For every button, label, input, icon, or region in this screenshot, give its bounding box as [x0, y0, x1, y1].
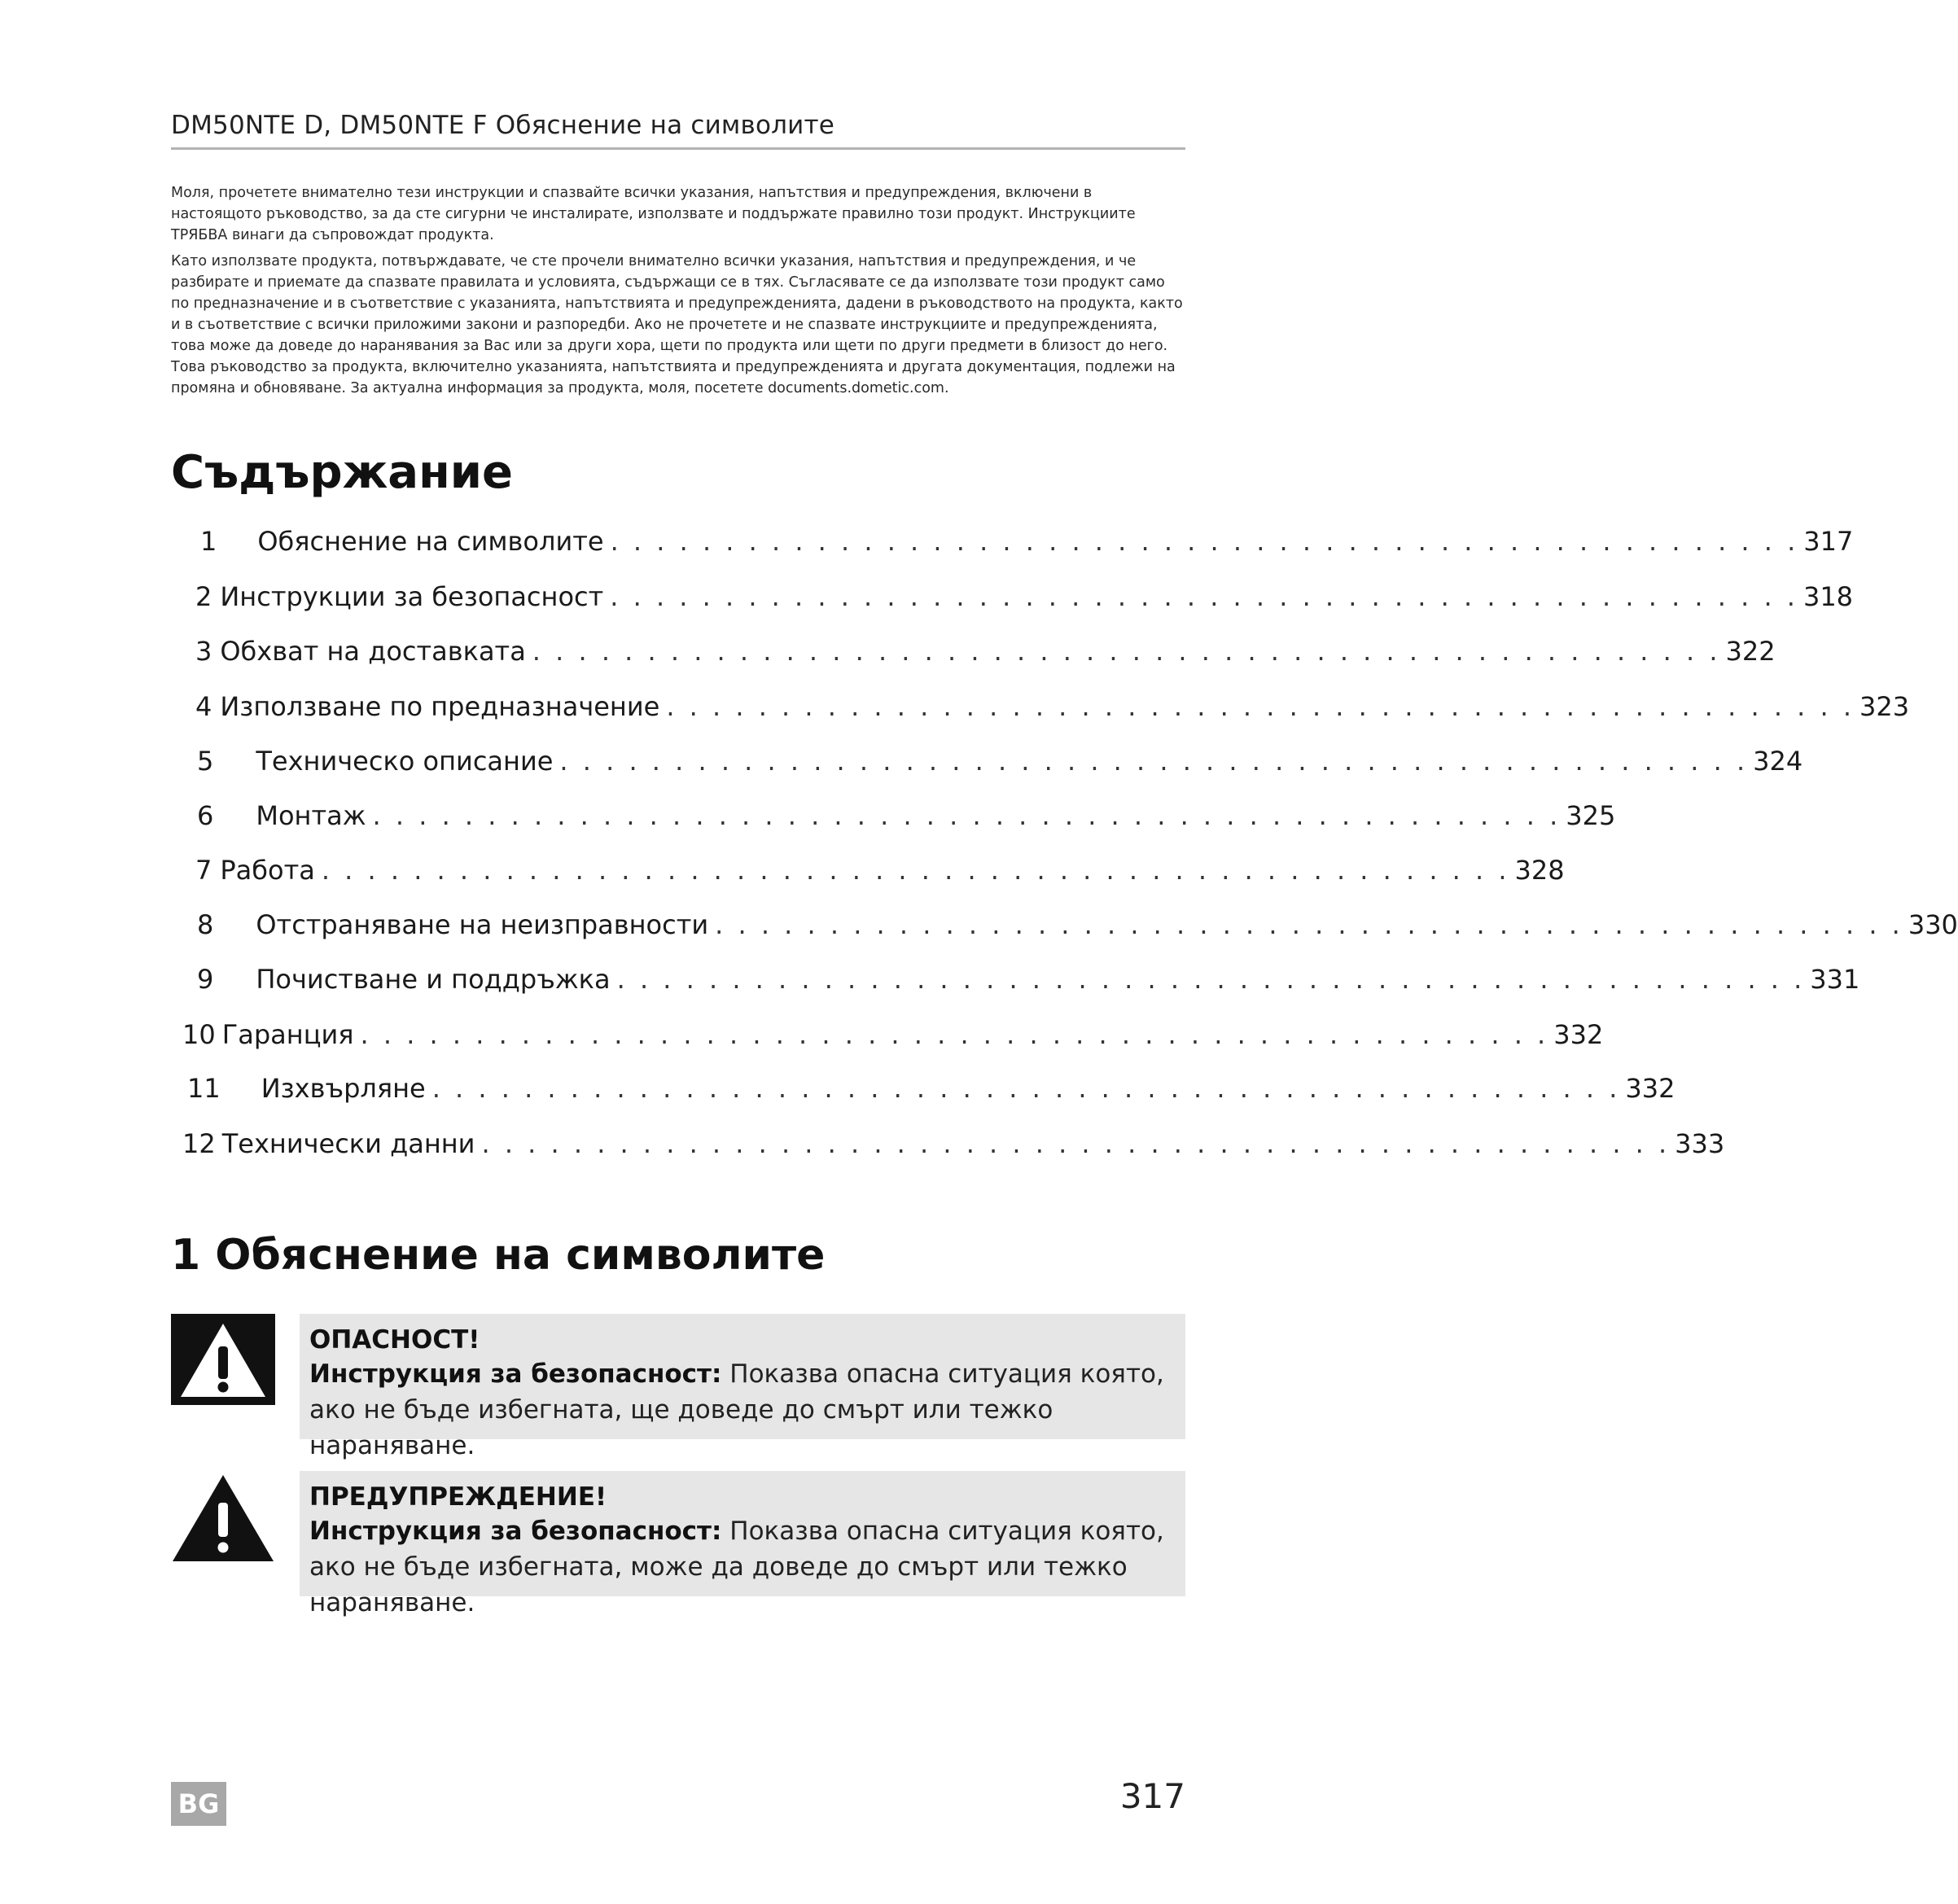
toc-leader-dots: . . . . . . . . . . . . . . . . . . . . . . . . . . . . . . . . . . . . . . . . . . . . . . . . . . . .	[431, 1073, 1621, 1104]
toc-entry[interactable]	[197, 961, 1860, 997]
toc-entry[interactable]	[187, 1070, 1675, 1106]
toc-leader-dots: . . . . . . . . . . . . . . . . . . . . . . . . . . . . . . . . . . . . . . . . . . . . . . . . . . . .	[610, 581, 1798, 612]
intro-paragraph-2	[171, 251, 1185, 399]
toc-entry[interactable]	[195, 633, 1776, 669]
toc-entry-title: Обяснение на символите	[257, 526, 604, 557]
toc-entry[interactable]	[197, 907, 1958, 943]
toc-leader-dots: . . . . . . . . . . . . . . . . . . . . . . . . . . . . . . . . . . . . . . . . . . . . . . . . . . . .	[616, 964, 1806, 995]
toc-entry-number: 5	[197, 746, 214, 777]
intro-text-2: Като използвате продукта, потвърждавате, че сте прочели внимателно всички указания, напътствия и предупреждения, и че разбирате и приемате да спазвате правилата и условията, съдържащи се в тях. Съгласявате се да използвате този продукт само по предназначение и в съответствие с указанията, напътствията и предупрежденията, дадени в ръководството на продукта, както и в съответствие с всички приложими закони и разпоредби. Ако не прочетете и не спазвате инструкциите и предупрежденията, това може да доведе до наранявания за Вас или за други хора, щети по продукта или щети по други предмети в близост до него. Това ръководство за продукта, включително указанията, напътствията и предупрежденията и другата документация, подлежи на промяна и обновяване. За актуална информация за продукта, моля, посетете documents.dometic.com.	[171, 253, 1183, 396]
toc-entry-title: Почистване и поддръжка	[256, 964, 611, 995]
language-badge: BG	[171, 1782, 226, 1826]
toc-entry-number: 2	[195, 581, 212, 612]
toc-entry-number: 3	[195, 636, 212, 667]
danger-lead: Инструкция за безопасност:	[309, 1359, 722, 1389]
toc-entry-page: 324	[1753, 746, 1803, 777]
toc-entry[interactable]	[182, 1017, 1604, 1053]
toc-entry-page: 330	[1908, 909, 1958, 940]
toc-entry-page: 332	[1625, 1073, 1675, 1104]
danger-notice	[300, 1314, 1185, 1460]
toc-entry-title: Обхват на доставката	[220, 636, 526, 667]
toc-entry[interactable]	[182, 1126, 1725, 1162]
warning-notice	[300, 1471, 1185, 1617]
warning-label: ПРЕДУПРЕЖДЕНИЕ!	[309, 1482, 607, 1512]
toc-entry[interactable]	[195, 689, 1910, 724]
section-title: 1 Обяснение на символите	[171, 1231, 826, 1280]
toc-entry-page: 333	[1675, 1128, 1725, 1159]
toc-leader-dots: . . . . . . . . . . . . . . . . . . . . . . . . . . . . . . . . . . . . . . . . . . . . . . . . . . . .	[372, 800, 1562, 831]
toc-entry[interactable]	[195, 579, 1854, 615]
toc-entry-page: 325	[1566, 800, 1616, 831]
toc-leader-dots: . . . . . . . . . . . . . . . . . . . . . . . . . . . . . . . . . . . . . . . . . . . . . . . . . . . .	[481, 1128, 1671, 1159]
toc-leader-dots: . . . . . . . . . . . . . . . . . . . . . . . . . . . . . . . . . . . . . . . . . . . . . . . . . . . .	[321, 855, 1510, 886]
toc-entry-number: 7	[195, 855, 212, 886]
toc-entry-page: 328	[1514, 855, 1565, 886]
toc-entry-page: 323	[1859, 691, 1910, 722]
danger-text	[309, 1356, 1174, 1464]
page-number: 317	[1119, 1776, 1185, 1816]
intro-paragraph-1	[171, 182, 1185, 246]
toc-entry[interactable]	[197, 798, 1616, 834]
toc-entry-page: 322	[1725, 636, 1776, 667]
header-rule	[171, 147, 1185, 150]
toc-leader-dots: . . . . . . . . . . . . . . . . . . . . . . . . . . . . . . . . . . . . . . . . . . . . . . . . . . . .	[559, 746, 1749, 777]
warning-triangle-icon	[171, 1473, 275, 1565]
warning-text	[309, 1513, 1174, 1621]
toc-entry-page: 331	[1810, 964, 1860, 995]
toc-entry-number: 4	[195, 691, 212, 722]
toc-entry-number: 1	[200, 526, 217, 557]
toc-entry-title: Монтаж	[256, 800, 366, 831]
toc-leader-dots: . . . . . . . . . . . . . . . . . . . . . . . . . . . . . . . . . . . . . . . . . . . . . . . . . . . .	[610, 526, 1799, 557]
warning-lead: Инструкция за безопасност:	[309, 1517, 722, 1546]
toc-entry-number: 8	[197, 909, 214, 940]
toc-entry[interactable]	[195, 852, 1565, 888]
toc-entry-title: Гаранция	[221, 1019, 354, 1050]
warning-description: Показва опасна ситуация която, ако не бъде избегната, може да доведе до смърт или тежко нараняване.	[309, 1517, 1164, 1617]
toc-leader-dots: . . . . . . . . . . . . . . . . . . . . . . . . . . . . . . . . . . . . . . . . . . . . . . . . . . . .	[360, 1019, 1549, 1050]
toc-entry[interactable]	[200, 523, 1854, 559]
running-header: DM50NTE D, DM50NTE F Обяснение на символите	[171, 111, 835, 140]
toc-entry[interactable]	[197, 743, 1803, 779]
intro-text-1: Моля, прочетете внимателно тези инструкции и спазвайте всички указания, напътствия и предупреждения, включени в настоящото ръководство, за да сте сигурни че инсталирате, използвате и поддържате правилно този продукт. Инструкциите ТРЯБВА винаги да съпровождат продукта.	[171, 185, 1136, 243]
toc-entry-page: 317	[1803, 526, 1854, 557]
toc-entry-title: Технически данни	[221, 1128, 475, 1159]
toc-entry-number: 9	[197, 964, 214, 995]
toc-leader-dots: . . . . . . . . . . . . . . . . . . . . . . . . . . . . . . . . . . . . . . . . . . . . . . . . . . . .	[715, 909, 1903, 940]
toc-entry-title: Инструкции за безопасност	[220, 581, 604, 612]
toc-entry-page: 318	[1802, 581, 1854, 612]
toc-entry-number: 6	[197, 800, 214, 831]
toc-entry-number: 11	[187, 1073, 221, 1104]
toc-entry-number: 10	[182, 1019, 216, 1050]
danger-description: Показва опасна ситуация която, ако не бъде избегната, ще доведе до смърт или тежко нараняване.	[309, 1359, 1164, 1460]
toc-entry-number: 12	[182, 1128, 216, 1159]
toc-entry-title: Работа	[220, 855, 315, 886]
toc-leader-dots: . . . . . . . . . . . . . . . . . . . . . . . . . . . . . . . . . . . . . . . . . . . . . . . . . . . .	[666, 691, 1855, 722]
toc-leader-dots: . . . . . . . . . . . . . . . . . . . . . . . . . . . . . . . . . . . . . . . . . . . . . . . . . . . .	[532, 636, 1721, 667]
toc-entry-page: 332	[1553, 1019, 1604, 1050]
toc-entry-title: Изхвърляне	[261, 1073, 426, 1104]
toc-title: Съдържание	[171, 446, 513, 499]
toc-entry-title: Отстраняване на неизправности	[256, 909, 709, 940]
toc-entry-title: Техническо описание	[256, 746, 554, 777]
toc-entry-title: Използване по предназначение	[220, 691, 660, 722]
danger-label: ОПАСНОСТ!	[309, 1325, 480, 1355]
danger-warning-triangle-icon	[171, 1314, 275, 1405]
